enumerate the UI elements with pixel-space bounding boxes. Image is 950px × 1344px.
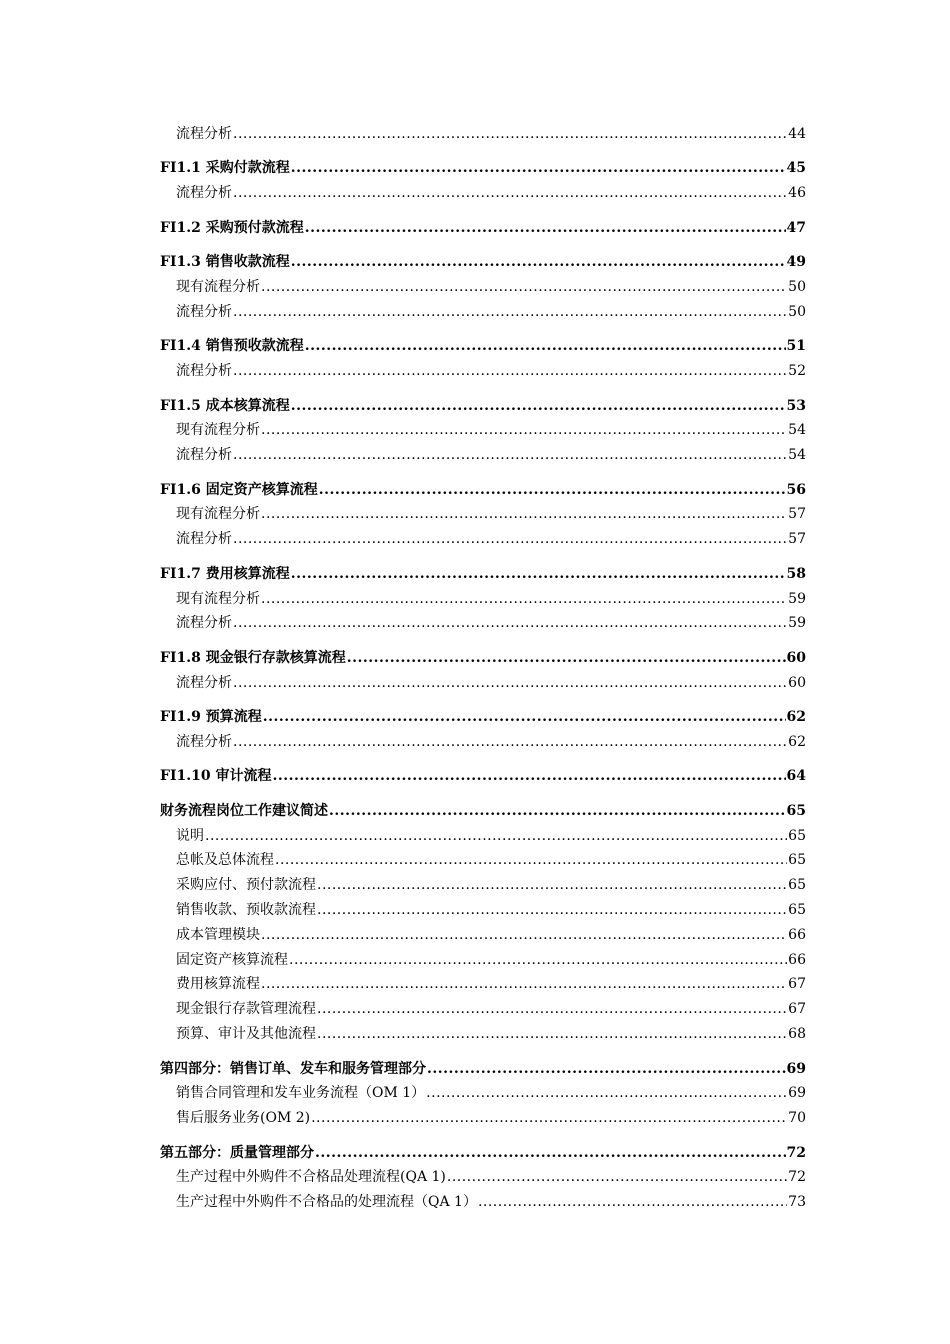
toc-entry-title: FI1.9 预算流程	[160, 709, 262, 726]
toc-dot-leader	[305, 334, 786, 359]
toc-page-number: 56	[786, 481, 806, 498]
toc-entry-title: 说明	[176, 827, 204, 844]
toc-page-number: 68	[788, 1026, 806, 1043]
toc-subentry[interactable]	[160, 972, 806, 997]
toc-dot-leader	[427, 1057, 786, 1082]
toc-page-number: 60	[786, 649, 806, 666]
toc-entry-title: FI1.1 采购付款流程	[160, 160, 290, 177]
toc-heading-entry[interactable]	[160, 394, 806, 419]
toc-entry-title: FI1.4 销售预收款流程	[160, 338, 304, 355]
toc-page-number: 66	[788, 951, 806, 968]
toc-subentry[interactable]	[160, 873, 806, 898]
toc-page-number: 45	[786, 160, 806, 177]
toc-page-number: 53	[786, 397, 806, 414]
toc-subentry[interactable]	[160, 443, 806, 468]
toc-entry-title: 固定资产核算流程	[176, 951, 288, 968]
toc-entry-title: FI1.8 现金银行存款核算流程	[160, 649, 346, 666]
toc-page-number: 57	[788, 506, 806, 523]
toc-subentry[interactable]	[160, 300, 806, 325]
toc-dot-leader	[317, 898, 787, 923]
toc-dot-leader	[289, 948, 787, 973]
toc-heading-entry[interactable]	[160, 646, 806, 671]
toc-entry-title: 售后服务业务(OM 2)	[176, 1110, 311, 1127]
toc-entry-title: FI1.2 采购预付款流程	[160, 219, 304, 236]
toc-entry-title: 流程分析	[176, 733, 232, 750]
toc-page-number: 59	[788, 615, 806, 632]
toc-entry-title: 成本管理模块	[176, 926, 260, 943]
toc-dot-leader	[261, 502, 787, 527]
toc-dot-leader	[233, 611, 787, 636]
toc-dot-leader	[233, 181, 787, 206]
toc-dot-leader	[317, 1022, 787, 1047]
toc-page-number: 52	[788, 363, 806, 380]
toc-dot-leader	[275, 848, 787, 873]
toc-subentry[interactable]	[160, 1165, 806, 1190]
toc-page-number: 57	[788, 531, 806, 548]
toc-page-number: 65	[788, 902, 806, 919]
toc-page-number: 65	[788, 852, 806, 869]
toc-entry-title: 流程分析	[176, 126, 232, 142]
toc-entry-title: 生产过程中外购件不合格品的处理流程（QA 1）	[176, 1194, 477, 1211]
toc-page-number: 65	[786, 802, 806, 819]
toc-heading-entry[interactable]	[160, 799, 806, 824]
toc-entry-title: 总帐及总体流程	[176, 852, 274, 869]
toc-page-number: 64	[786, 768, 806, 785]
toc-heading-entry[interactable]	[160, 216, 806, 241]
toc-subentry[interactable]	[160, 1022, 806, 1047]
toc-heading-entry[interactable]	[160, 1141, 806, 1166]
toc-subentry[interactable]	[160, 671, 806, 696]
toc-page-number: 50	[788, 279, 806, 296]
toc-dot-leader	[272, 764, 785, 789]
toc-dot-leader	[315, 1141, 786, 1166]
toc-subentry[interactable]	[160, 611, 806, 636]
toc-entry-title: 流程分析	[176, 185, 232, 202]
toc-entry-title: 销售收款、预收款流程	[176, 902, 316, 919]
toc-page-number: 70	[788, 1110, 806, 1127]
toc-page-number: 60	[788, 674, 806, 691]
toc-dot-leader	[447, 1165, 787, 1190]
toc-subentry[interactable]	[160, 587, 806, 612]
toc-page-number: 44	[788, 126, 806, 142]
toc-page-number: 58	[786, 565, 806, 582]
toc-dot-leader	[233, 730, 787, 755]
toc-subentry[interactable]	[160, 275, 806, 300]
toc-subentry[interactable]	[160, 848, 806, 873]
toc-entry-title: FI1.7 费用核算流程	[160, 565, 290, 582]
toc-subentry[interactable]	[160, 1081, 806, 1106]
toc-entry-title: 流程分析	[176, 303, 232, 320]
toc-dot-leader	[233, 359, 787, 384]
toc-dot-leader	[261, 418, 787, 443]
toc-page-number: 49	[786, 254, 806, 271]
toc-entry-title: 第四部分：销售订单、发车和服务管理部分	[160, 1060, 426, 1077]
toc-heading-entry[interactable]	[160, 764, 806, 789]
toc-page-number: 73	[788, 1194, 806, 1211]
toc-entry-title: FI1.6 固定资产核算流程	[160, 481, 318, 498]
toc-subentry[interactable]	[160, 730, 806, 755]
toc-page-number: 54	[788, 447, 806, 464]
toc-heading-entry[interactable]	[160, 705, 806, 730]
toc-dot-leader	[311, 1106, 787, 1131]
toc-entry-title: 现有流程分析	[176, 590, 260, 607]
toc-dot-leader	[233, 671, 787, 696]
toc-entry-title: 流程分析	[176, 531, 232, 548]
toc-heading-entry[interactable]	[160, 1057, 806, 1082]
toc-subentry[interactable]	[160, 824, 806, 849]
toc-page-number: 51	[786, 338, 806, 355]
toc-entry-title: 生产过程中外购件不合格品处理流程(QA 1)	[176, 1169, 446, 1186]
toc-subentry[interactable]	[160, 181, 806, 206]
toc-heading-entry[interactable]	[160, 562, 806, 587]
toc-subentry[interactable]	[160, 923, 806, 948]
toc-subentry[interactable]	[160, 122, 806, 147]
toc-entry-title: 流程分析	[176, 363, 232, 380]
toc-entry-title: 销售合同管理和发车业务流程（OM 1）	[176, 1085, 426, 1102]
toc-page-number: 54	[788, 422, 806, 439]
toc-dot-leader	[233, 527, 787, 552]
toc-entry-title: 现有流程分析	[176, 422, 260, 439]
toc-dot-leader	[478, 1190, 787, 1215]
toc-subentry[interactable]	[160, 527, 806, 552]
toc-subentry[interactable]	[160, 1106, 806, 1131]
toc-subentry[interactable]	[160, 898, 806, 923]
toc-entry-title: 费用核算流程	[176, 976, 260, 993]
toc-page-number: 50	[788, 303, 806, 320]
toc-page-number: 72	[786, 1144, 806, 1161]
toc-dot-leader	[261, 587, 787, 612]
toc-dot-leader	[319, 478, 786, 503]
toc-page-number: 65	[788, 827, 806, 844]
toc-dot-leader	[233, 122, 787, 147]
toc-entry-title: FI1.3 销售收款流程	[160, 254, 290, 271]
toc-dot-leader	[233, 443, 787, 468]
toc-subentry[interactable]	[160, 948, 806, 973]
toc-entry-title: 现有流程分析	[176, 506, 260, 523]
toc-dot-leader	[263, 705, 786, 730]
toc-subentry[interactable]	[160, 359, 806, 384]
toc-entry-title: 流程分析	[176, 674, 232, 691]
toc-dot-leader	[347, 646, 786, 671]
toc-page-number: 66	[788, 926, 806, 943]
toc-page-number: 72	[788, 1169, 806, 1186]
table-of-contents	[160, 122, 806, 1215]
toc-dot-leader	[291, 156, 786, 181]
toc-dot-leader	[291, 394, 786, 419]
toc-page-number: 62	[786, 709, 806, 726]
toc-heading-entry[interactable]	[160, 334, 806, 359]
toc-dot-leader	[233, 300, 787, 325]
toc-page-number: 59	[788, 590, 806, 607]
toc-entry-title: 现金银行存款管理流程	[176, 1001, 316, 1018]
toc-page-number: 46	[788, 185, 806, 202]
toc-page-number: 47	[786, 219, 806, 236]
toc-entry-title: 流程分析	[176, 615, 232, 632]
toc-entry-title: 现有流程分析	[176, 279, 260, 296]
toc-page-number: 65	[788, 877, 806, 894]
toc-entry-title: 第五部分：质量管理部分	[160, 1144, 314, 1161]
toc-entry-title: FI1.10 审计流程	[160, 768, 272, 785]
toc-dot-leader	[261, 275, 787, 300]
toc-entry-title: 财务流程岗位工作建议简述	[160, 802, 328, 819]
toc-page-number: 62	[788, 733, 806, 750]
toc-page-number: 67	[788, 1001, 806, 1018]
toc-entry-title: FI1.5 成本核算流程	[160, 397, 290, 414]
toc-entry-title: 流程分析	[176, 447, 232, 464]
toc-dot-leader	[205, 824, 787, 849]
toc-heading-entry[interactable]	[160, 156, 806, 181]
toc-subentry[interactable]	[160, 1190, 806, 1215]
toc-page-number: 69	[788, 1085, 806, 1102]
toc-entry-title: 预算、审计及其他流程	[176, 1026, 316, 1043]
toc-subentry[interactable]	[160, 502, 806, 527]
toc-dot-leader	[261, 972, 787, 997]
toc-dot-leader	[317, 873, 787, 898]
toc-page-number: 67	[788, 976, 806, 993]
toc-heading-entry[interactable]	[160, 478, 806, 503]
toc-dot-leader	[317, 997, 787, 1022]
toc-entry-title: 采购应付、预付款流程	[176, 877, 316, 894]
toc-dot-leader	[291, 562, 786, 587]
toc-dot-leader	[261, 923, 787, 948]
toc-heading-entry[interactable]	[160, 250, 806, 275]
toc-page-number: 69	[786, 1060, 806, 1077]
toc-subentry[interactable]	[160, 997, 806, 1022]
toc-dot-leader	[291, 250, 786, 275]
toc-subentry[interactable]	[160, 418, 806, 443]
toc-dot-leader	[329, 799, 786, 824]
toc-dot-leader	[426, 1081, 787, 1106]
toc-dot-leader	[305, 216, 786, 241]
